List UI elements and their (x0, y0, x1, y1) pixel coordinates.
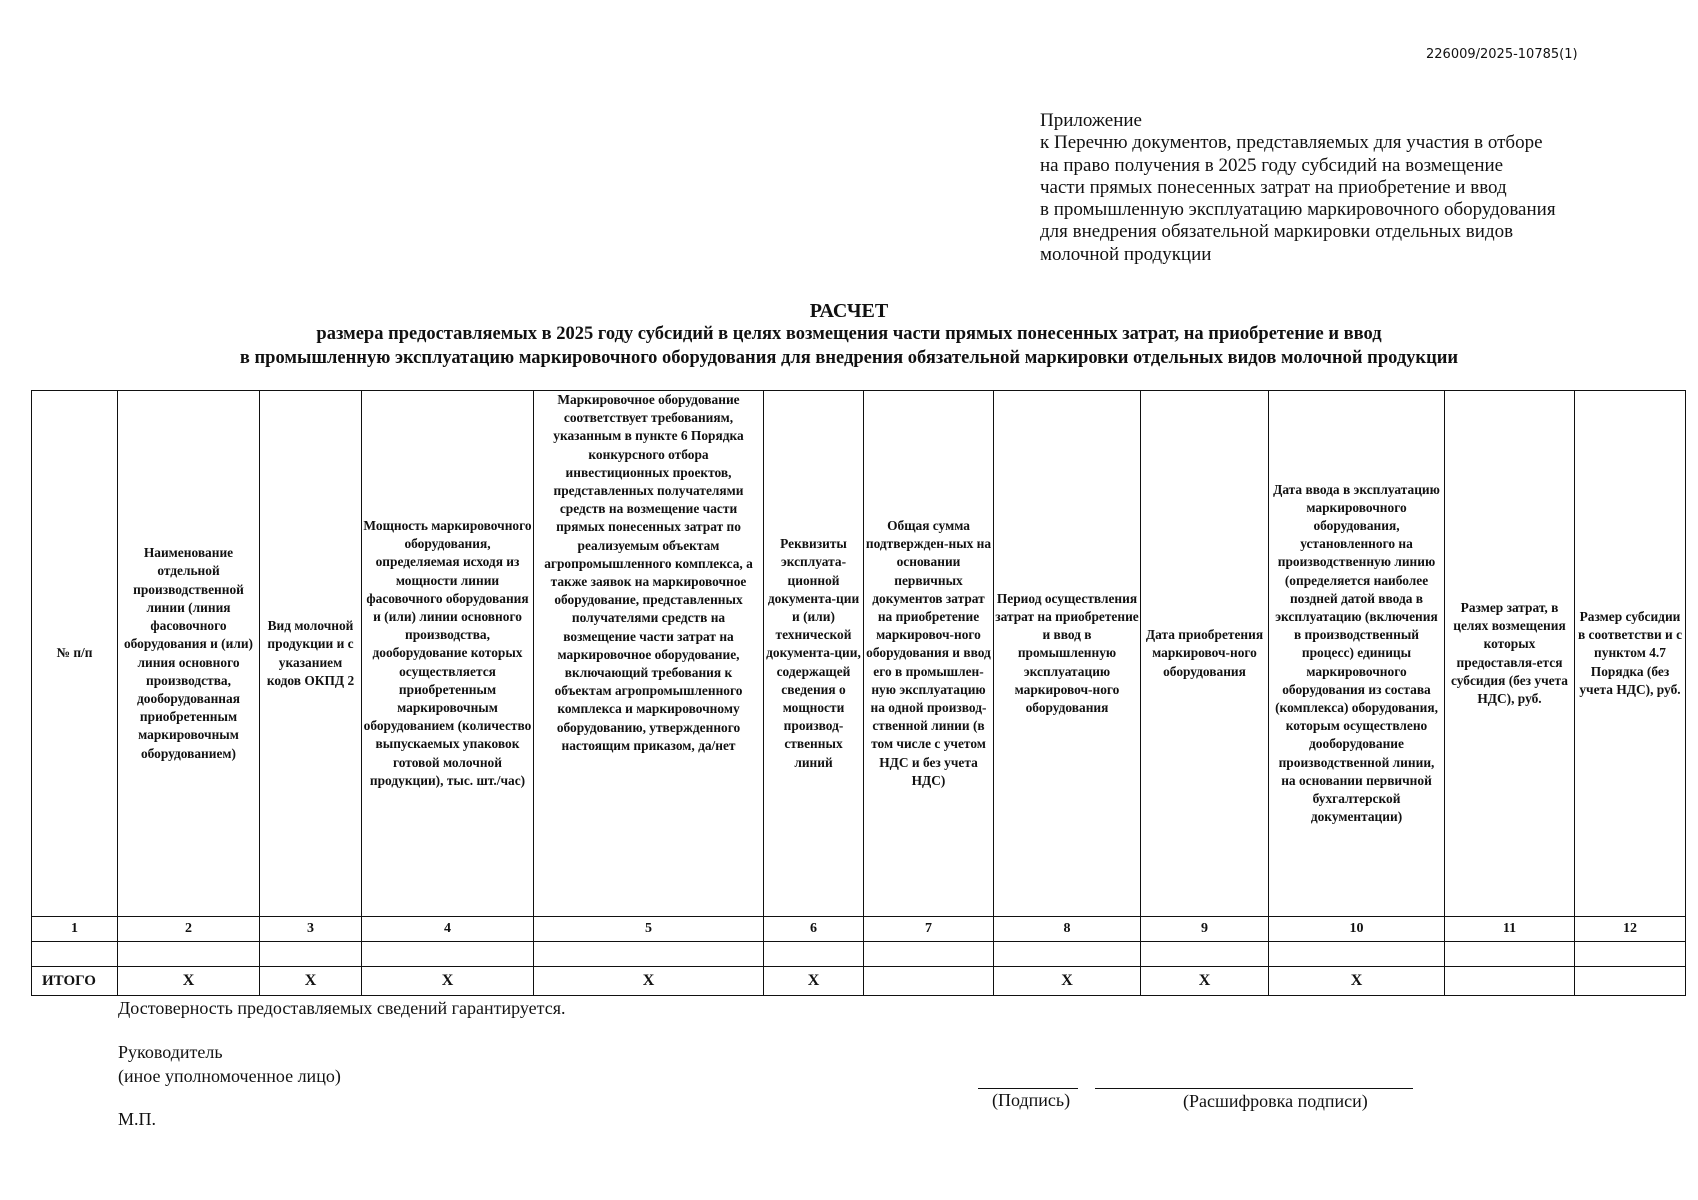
title-heading: РАСЧЕТ (809, 300, 889, 322)
table-cell (118, 942, 260, 967)
guarantee-text: Достоверность предоставляемых сведений гарантируется. (118, 998, 566, 1018)
column-header: Вид молочной продукции и с указанием кодов ОКПД 2 (260, 391, 362, 917)
calculation-table (31, 390, 1686, 996)
column-number: 5 (534, 917, 764, 942)
table-cell (1269, 942, 1445, 967)
total-label: ИТОГО (32, 967, 118, 996)
table-cell (534, 942, 764, 967)
decode-line (1095, 1088, 1413, 1089)
appendix-line: на право получения в 2025 году субсидий на возмещение (1040, 154, 1504, 176)
column-header: Дата приобретения маркировоч-ного оборудования (1141, 391, 1269, 917)
column-number: 2 (118, 917, 260, 942)
total-cell: X (534, 967, 764, 996)
column-number: 12 (1575, 917, 1686, 942)
title-line: размера предоставляемых в 2025 году субсидий в целях возмещения части прямых понесенных затрат, на приобретение и ввод (316, 324, 1382, 344)
column-header: Маркировочное оборудование соответствует требованиям, указанным в пункте 6 Порядка конкурсного отбора инвестиционных проектов, представленных получателями средств на возмещение части прямых понесенных затрат по реализуемым объектам агропромышленного комплекса, а также заявок на маркировочное оборудование, представленных получателями средств на возмещение части затрат на маркировочное оборудование, включающий требования к объектам агропромышленного комплекса и маркировочному оборудованию, утвержденного настоящим приказом, да/нет (534, 391, 764, 917)
column-number: 7 (864, 917, 994, 942)
column-number: 11 (1445, 917, 1575, 942)
appendix-line: в промышленную эксплуатацию маркировочного оборудования (1040, 199, 1556, 221)
table-cell (1141, 942, 1269, 967)
total-cell: X (260, 967, 362, 996)
column-header: Наименование отдельной производственной линии (линия фасовочного оборудования и (или) линия основного производства, дооборудованная приобретенным маркировочным оборудованием) (118, 391, 260, 917)
column-header: Размер затрат, в целях возмещения которых предоставля-ется субсидия (без учета НДС), руб. (1445, 391, 1575, 917)
column-header: Дата ввода в эксплуатацию маркировочного оборудования, установленного на производственную линию (определяется наиболее поздней датой ввода в эксплуатацию (включения в производственный процесс) единицы маркировочного оборудования из состава (комплекса) оборудования, которым осуществлено дооборудование производственной линии, на основании первичной бухгалтерской документации) (1269, 391, 1445, 917)
decode-label: (Расшифровка подписи) (1183, 1091, 1368, 1111)
total-cell: X (1141, 967, 1269, 996)
total-cell: X (764, 967, 864, 996)
column-number: 4 (362, 917, 534, 942)
column-header: Мощность маркировочного оборудования, определяемая исходя из мощности линии фасовочного оборудования и (или) линии основного производства, дооборудование которых осуществляется приобретенным маркировочным оборудованием (количество выпускаемых упаковок готовой молочной продукции), тыс. шт./час) (362, 391, 534, 917)
head-sub-label: (иное уполномоченное лицо) (118, 1066, 341, 1086)
column-number: 9 (1141, 917, 1269, 942)
column-number: 6 (764, 917, 864, 942)
document-number: 226009/2025-10785(1) (1426, 47, 1578, 62)
total-cell (864, 967, 994, 996)
total-cell (1575, 967, 1686, 996)
total-cell: X (1269, 967, 1445, 996)
column-number-row (32, 917, 1686, 942)
appendix-line: части прямых понесенных затрат на приобретение и ввод (1040, 176, 1507, 198)
document-title (0, 300, 1698, 370)
table-cell (764, 942, 864, 967)
column-header: № п/п (32, 391, 118, 917)
column-header: Период осуществления затрат на приобретение и ввод в промышленную эксплуатацию маркировоч-ного оборудования (994, 391, 1141, 917)
table-cell (260, 942, 362, 967)
column-number: 1 (32, 917, 118, 942)
total-cell: X (362, 967, 534, 996)
appendix-line: Приложение (1040, 110, 1142, 131)
table-cell (994, 942, 1141, 967)
column-header: Размер субсидии в соответстви и с пунктом 4.7 Порядка (без учета НДС), руб. (1575, 391, 1686, 917)
appendix-line: молочной продукции (1040, 243, 1212, 265)
table-cell (864, 942, 994, 967)
table-header-row (32, 391, 1686, 917)
appendix-line: к Перечню документов, представляемых для участия в отборе (1040, 132, 1543, 154)
column-header: Реквизиты эксплуата-ционной документа-ции и (или) технической документа-ции, содержащей сведения о мощности производ-ственных линий (764, 391, 864, 917)
table-cell (32, 942, 118, 967)
total-row (32, 967, 1686, 996)
column-number: 8 (994, 917, 1141, 942)
stamp-label: М.П. (118, 1109, 157, 1129)
appendix-note (1040, 110, 1660, 266)
table-cell (1445, 942, 1575, 967)
total-cell: X (994, 967, 1141, 996)
total-cell (1445, 967, 1575, 996)
signature-line (978, 1088, 1078, 1089)
signature-label: (Подпись) (992, 1090, 1071, 1110)
column-number: 3 (260, 917, 362, 942)
head-label: Руководитель (118, 1042, 223, 1062)
title-line: в промышленную эксплуатацию маркировочного оборудования для внедрения обязательной маркировки отдельных видов молочной продукции (239, 348, 1459, 368)
column-number: 10 (1269, 917, 1445, 942)
table-cell (362, 942, 534, 967)
data-row (32, 942, 1686, 967)
total-cell: X (118, 967, 260, 996)
table-cell (1575, 942, 1686, 967)
appendix-line: для внедрения обязательной маркировки отдельных видов (1040, 221, 1514, 243)
column-header: Общая сумма подтвержден-ных на основании первичных документов затрат на приобретение маркировоч-ного оборудования и ввод его в промышлен-ную эксплуатацию на одной производ-ственной линии (в том числе с учетом НДС и без учета НДС) (864, 391, 994, 917)
